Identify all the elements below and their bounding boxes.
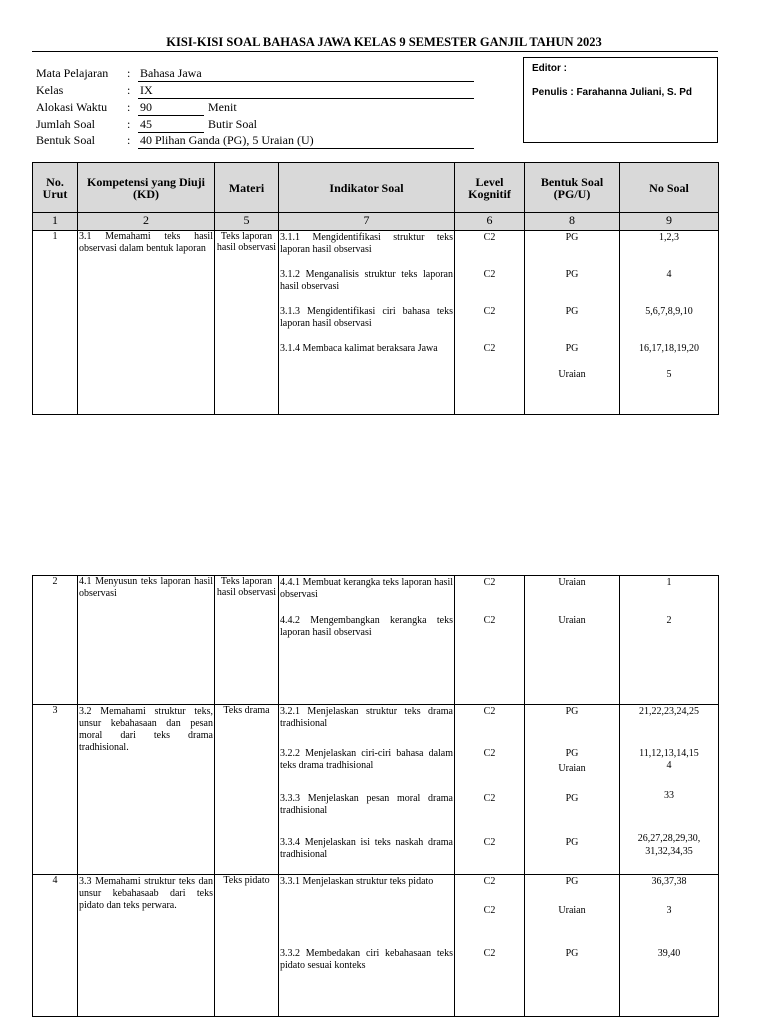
level-value: C2 bbox=[483, 306, 496, 317]
bentuk-value: Uraian bbox=[558, 615, 586, 626]
bentuk-value: PG bbox=[565, 343, 579, 354]
info-colon: : bbox=[127, 117, 131, 131]
no-soal-value: 16,17,18,19,20 bbox=[639, 343, 699, 354]
no-soal-value: 4 bbox=[666, 760, 672, 771]
info-label-bentuk: Bentuk Soal bbox=[36, 133, 95, 147]
no-soal-value: 1 bbox=[666, 577, 672, 588]
header-indikator: Indikator Soal bbox=[279, 163, 455, 213]
level-value: C2 bbox=[483, 706, 496, 717]
level-value: C2 bbox=[483, 948, 496, 959]
editor-label: Editor : bbox=[532, 63, 567, 74]
bentuk-value: Uraian bbox=[558, 577, 586, 588]
row-bentuk bbox=[525, 231, 620, 415]
row-no-soal bbox=[620, 705, 719, 875]
indikator-item: 3.3.3 Menjelaskan pesan moral drama tradhisional bbox=[280, 793, 453, 816]
no-soal-value: 11,12,13,14,15 bbox=[639, 748, 699, 759]
bentuk-value: PG bbox=[565, 837, 579, 848]
no-soal-value: 1,2,3 bbox=[659, 232, 679, 243]
no-soal-value: 36,37,38 bbox=[651, 876, 687, 887]
header-no-urut: No. Urut bbox=[33, 163, 78, 213]
col-number: 5 bbox=[215, 213, 279, 231]
bentuk-value: Uraian bbox=[558, 763, 586, 774]
row-no-soal bbox=[620, 576, 719, 705]
column-number-row bbox=[33, 213, 719, 231]
info-colon: : bbox=[127, 100, 131, 114]
row-no-soal bbox=[620, 875, 719, 1017]
no-soal-value: 26,27,28,29,30, bbox=[637, 833, 701, 844]
table-row bbox=[33, 576, 719, 705]
bentuk-value: Uraian bbox=[558, 905, 586, 916]
row-no: 4 bbox=[33, 875, 78, 1017]
info-unit-alokasi: Menit bbox=[208, 100, 237, 114]
indikator-item: 3.3.4 Menjelaskan isi teks naskah drama tradhisional bbox=[280, 837, 453, 860]
row-no: 1 bbox=[33, 231, 78, 415]
indikator-item: 3.1.3 Mengidentifikasi ciri bahasa teks laporan hasil observasi bbox=[280, 306, 453, 329]
penulis-label: Penulis : Farahanna Juliani, S. Pd bbox=[532, 87, 693, 98]
indikator-item: 3.3.1 Menjelaskan struktur teks pidato bbox=[280, 876, 434, 887]
col-number: 9 bbox=[620, 213, 719, 231]
underline bbox=[138, 98, 474, 99]
info-value-kelas: IX bbox=[140, 83, 153, 97]
row-bentuk bbox=[525, 705, 620, 875]
row-bentuk bbox=[525, 576, 620, 705]
row-materi: Teks pidato bbox=[215, 875, 279, 1017]
row-indikator bbox=[279, 705, 455, 875]
header-materi: Materi bbox=[215, 163, 279, 213]
bentuk-value: PG bbox=[565, 793, 579, 804]
info-unit-jumlah: Butir Soal bbox=[208, 117, 258, 131]
bentuk-value: PG bbox=[565, 232, 579, 243]
kd-text: 3.3 Memahami struktur teks dan unsur kebahasaab dari teks pidato dan teks perwara. bbox=[79, 876, 213, 911]
level-value: C2 bbox=[483, 232, 496, 243]
row-kd bbox=[78, 875, 215, 1017]
no-soal-value: 3 bbox=[666, 905, 672, 916]
bentuk-value: PG bbox=[565, 269, 579, 280]
row-level bbox=[455, 875, 525, 1017]
table-row bbox=[33, 231, 719, 415]
level-value: C2 bbox=[483, 793, 496, 804]
info-value-jumlah: 45 bbox=[140, 117, 152, 131]
col-number: 8 bbox=[525, 213, 620, 231]
level-value: C2 bbox=[483, 343, 496, 354]
row-indikator bbox=[279, 875, 455, 1017]
indikator-item: 3.1.1 Mengidentifikasi struktur teks laporan hasil observasi bbox=[280, 232, 453, 255]
col-number: 2 bbox=[78, 213, 215, 231]
level-value: C2 bbox=[483, 837, 496, 848]
bentuk-value: PG bbox=[565, 706, 579, 717]
no-soal-value: 31,32,34,35 bbox=[645, 846, 693, 857]
no-soal-value: 4 bbox=[666, 269, 672, 280]
bentuk-value: PG bbox=[565, 948, 579, 959]
info-colon: : bbox=[127, 66, 131, 80]
no-soal-value: 21,22,23,24,25 bbox=[639, 706, 699, 717]
underline bbox=[138, 148, 474, 149]
bentuk-value: PG bbox=[565, 306, 579, 317]
no-soal-value: 33 bbox=[664, 790, 674, 801]
row-materi: Teks laporan hasil observasi bbox=[215, 576, 279, 705]
kisi-table-continued bbox=[32, 575, 719, 1017]
bentuk-value: Uraian bbox=[558, 369, 586, 380]
indikator-item: 3.2.1 Menjelaskan struktur teks drama tradhisional bbox=[280, 706, 453, 729]
row-materi: Teks laporan hasil observasi bbox=[215, 231, 279, 415]
row-no-soal bbox=[620, 231, 719, 415]
level-value: C2 bbox=[483, 269, 496, 280]
underline bbox=[138, 81, 474, 82]
info-value-mapel: Bahasa Jawa bbox=[140, 66, 202, 80]
title-divider bbox=[32, 51, 718, 52]
editor-box bbox=[523, 57, 718, 143]
level-value: C2 bbox=[483, 876, 496, 887]
info-colon: : bbox=[127, 83, 131, 97]
row-materi: Teks drama bbox=[215, 705, 279, 875]
indikator-item: 3.3.2 Membedakan ciri kebahasaan teks pidato sesuai konteks bbox=[280, 948, 453, 971]
col-number: 1 bbox=[33, 213, 78, 231]
table-header-row bbox=[33, 163, 719, 213]
no-soal-value: 5,6,7,8,9,10 bbox=[645, 306, 693, 317]
info-label-jumlah: Jumlah Soal bbox=[36, 117, 95, 131]
underline bbox=[138, 115, 204, 116]
row-level bbox=[455, 231, 525, 415]
level-value: C2 bbox=[483, 905, 496, 916]
info-label-alokasi: Alokasi Waktu bbox=[36, 100, 108, 114]
row-indikator bbox=[279, 231, 455, 415]
no-soal-value: 39,40 bbox=[657, 948, 681, 959]
indikator-item: 3.1.2 Menganalisis struktur teks laporan hasil observasi bbox=[280, 269, 453, 292]
row-kd: 4.1 Menyusun teks laporan hasil observasi bbox=[78, 576, 215, 705]
info-label-mapel: Mata Pelajaran bbox=[36, 66, 109, 80]
row-level bbox=[455, 576, 525, 705]
row-no: 2 bbox=[33, 576, 78, 705]
col-number: 7 bbox=[279, 213, 455, 231]
table-row bbox=[33, 875, 719, 1017]
header-level: Level Kognitif bbox=[455, 163, 525, 213]
col-number: 6 bbox=[455, 213, 525, 231]
bentuk-value: PG bbox=[565, 748, 579, 759]
table-row bbox=[33, 705, 719, 875]
page-title: KISI-KISI SOAL BAHASA JAWA KELAS 9 SEMESTER GANJIL TAHUN 2023 bbox=[166, 35, 602, 49]
header-kd: Kompetensi yang Diuji (KD) bbox=[78, 163, 215, 213]
row-indikator bbox=[279, 576, 455, 705]
indikator-item: 4.4.1 Membuat kerangka teks laporan hasil observasi bbox=[280, 577, 453, 600]
level-value: C2 bbox=[483, 615, 496, 626]
info-value-bentuk: 40 Plihan Ganda (PG), 5 Uraian (U) bbox=[140, 133, 314, 147]
no-soal-value: 5 bbox=[666, 369, 672, 380]
no-soal-value: 2 bbox=[666, 615, 672, 626]
row-level bbox=[455, 705, 525, 875]
info-label-kelas: Kelas bbox=[36, 83, 64, 97]
row-no: 3 bbox=[33, 705, 78, 875]
header-bentuk: Bentuk Soal (PG/U) bbox=[525, 163, 620, 213]
kisi-table bbox=[32, 162, 719, 415]
level-value: C2 bbox=[483, 577, 496, 588]
indikator-item: 3.2.2 Menjelaskan ciri-ciri bahasa dalam teks drama tradhisional bbox=[280, 748, 453, 771]
header-no-soal: No Soal bbox=[620, 163, 719, 213]
row-kd: 3.1 Memahami teks hasil observasi dalam bentuk laporan bbox=[78, 231, 215, 415]
row-bentuk bbox=[525, 875, 620, 1017]
indikator-item: 4.4.2 Mengembangkan kerangka teks laporan hasil observasi bbox=[280, 615, 453, 638]
info-colon: : bbox=[127, 133, 131, 147]
indikator-item: 3.1.4 Membaca kalimat beraksara Jawa bbox=[280, 343, 438, 354]
kd-text: 3.2 Memahami struktur teks, unsur kebahasaan dan pesan moral dari teks drama tradhisional. bbox=[79, 706, 213, 753]
info-value-alokasi: 90 bbox=[140, 100, 152, 114]
bentuk-value: PG bbox=[565, 876, 579, 887]
level-value: C2 bbox=[483, 748, 496, 759]
row-kd bbox=[78, 705, 215, 875]
